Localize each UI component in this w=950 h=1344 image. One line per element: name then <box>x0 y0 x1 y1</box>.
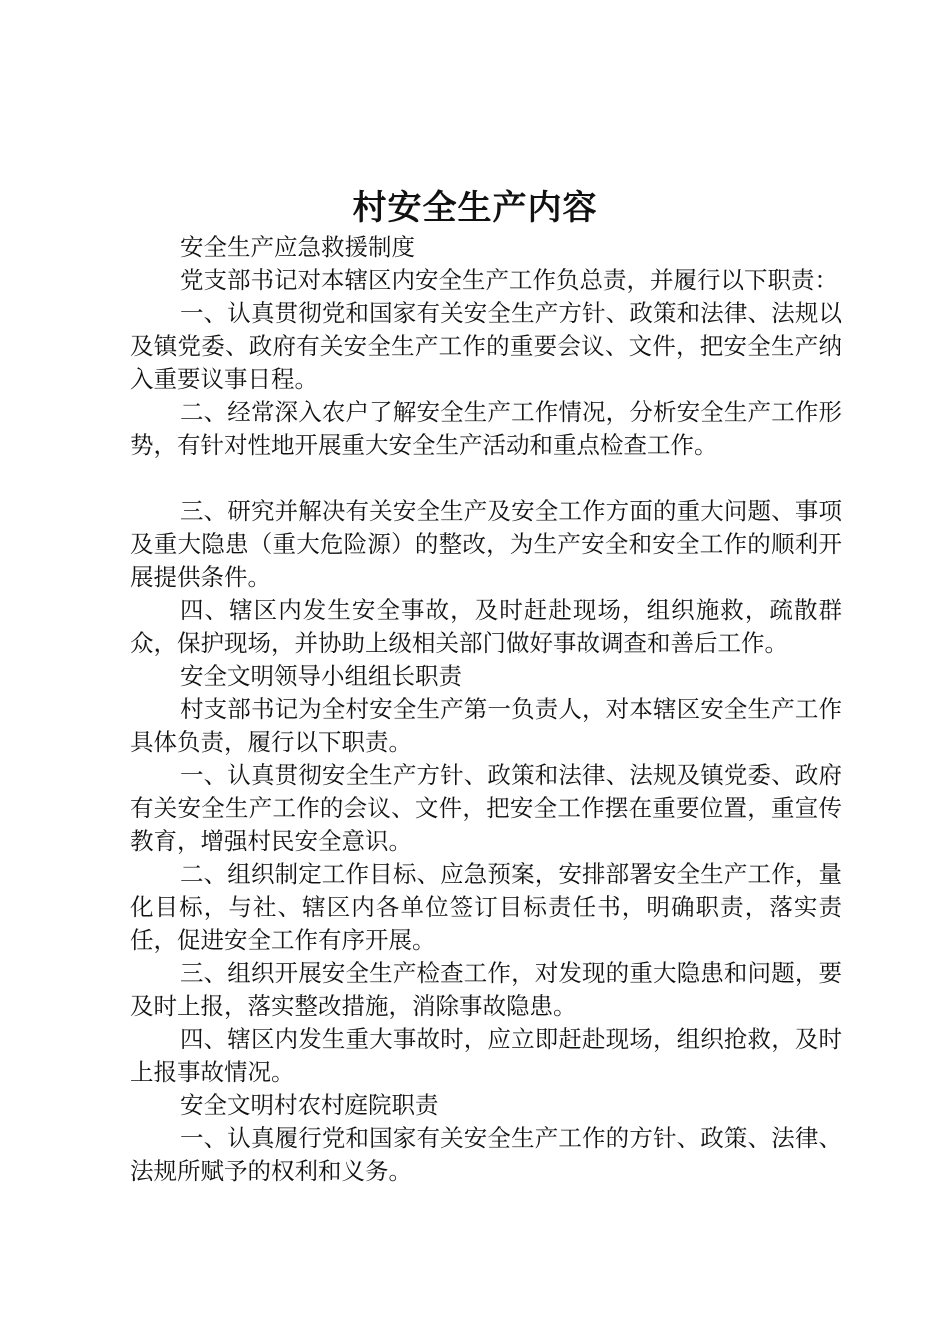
paragraph: 二、经常深入农户了解安全生产工作情况，分析安全生产工作形势，有针对性地开展重大安全生产活动和重点检查工作。 <box>130 398 842 459</box>
paragraph: 村支部书记为全村安全生产第一负责人，对本辖区安全生产工作具体负责，履行以下职责。 <box>130 695 842 756</box>
paragraph: 一、认真履行党和国家有关安全生产工作的方针、政策、法律、法规所赋予的权利和义务。 <box>130 1124 842 1185</box>
paragraph: 党支部书记对本辖区内安全生产工作负总责，并履行以下职责： <box>180 266 838 294</box>
section-heading-courtyard-duties: 安全文明村农村庭院职责 <box>180 1091 439 1119</box>
paragraph: 一、认真贯彻安全生产方针、政策和法律、法规及镇党委、政府有关安全生产工作的会议、文件，把安全工作摆在重要位置，重宣传教育，增强村民安全意识。 <box>130 761 842 855</box>
paragraph: 四、辖区内发生安全事故，及时赶赴现场，组织施救，疏散群众，保护现场，并协助上级相关部门做好事故调查和善后工作。 <box>130 596 842 657</box>
section-heading-emergency-rescue: 安全生产应急救援制度 <box>180 233 415 261</box>
blank-line <box>130 462 842 495</box>
paragraph: 一、认真贯彻党和国家有关安全生产方针、政策和法律、法规以及镇党委、政府有关安全生产工作的重要会议、文件，把安全生产纳入重要议事日程。 <box>130 299 842 393</box>
paragraph: 三、组织开展安全生产检查工作，对发现的重大隐患和问题，要及时上报，落实整改措施，消除事故隐患。 <box>130 959 842 1020</box>
paragraph: 四、辖区内发生重大事故时，应立即赶赴现场，组织抢救，及时上报事故情况。 <box>130 1025 842 1086</box>
section-heading-leader-duties: 安全文明领导小组组长职责 <box>180 662 462 690</box>
document-body <box>130 231 842 1188</box>
document-title: 村安全生产内容 <box>352 188 598 228</box>
paragraph: 三、研究并解决有关安全生产及安全工作方面的重大问题、事项及重大隐患（重大危险源）的整改，为生产安全和安全工作的顺利开展提供条件。 <box>130 497 842 591</box>
paragraph: 二、组织制定工作目标、应急预案，安排部署安全生产工作，量化目标，与社、辖区内各单位签订目标责任书，明确职责，落实责任，促进安全工作有序开展。 <box>130 860 842 954</box>
